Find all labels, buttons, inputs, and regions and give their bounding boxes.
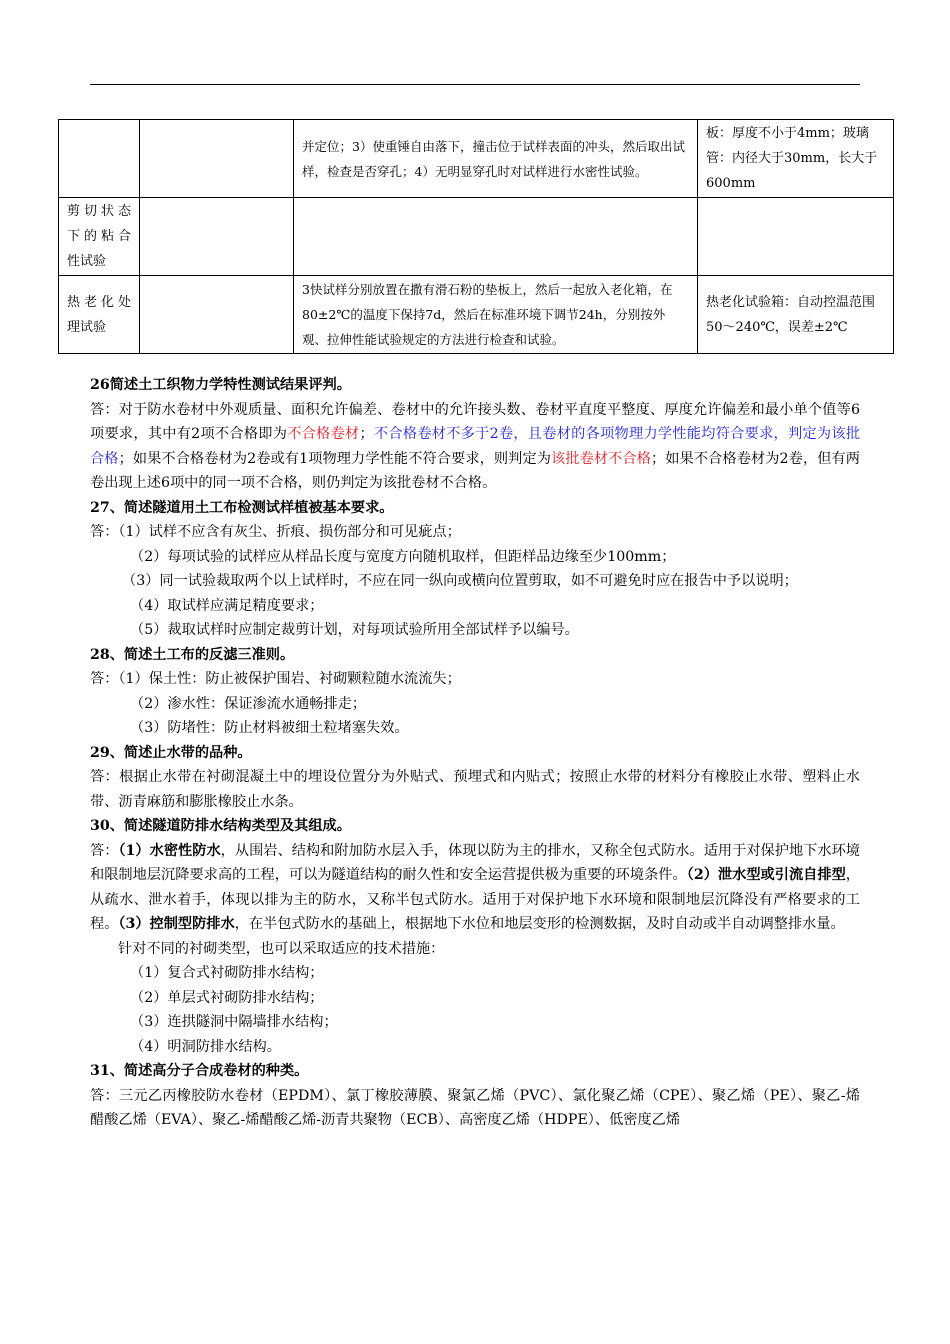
highlight-red: 该批卷材不合格 — [551, 450, 651, 467]
bold-term: （1）水密性防水 — [118, 842, 221, 859]
test-name-cell: 剪切状态下的粘合性试验 — [59, 198, 140, 276]
answer-text: ； — [359, 426, 374, 442]
answer-item: （4）明洞防排水结构。 — [130, 1038, 281, 1055]
bold-term: （2）泄水型或引流自排型 — [686, 867, 846, 883]
test-method-cell — [294, 198, 698, 276]
question-heading: 30、简述隧道防排水结构类型及其组成。 — [90, 818, 351, 834]
table-cell — [140, 198, 294, 276]
answer-item: （3）同一试验裁取两个以上试样时，不应在同一纵向或横向位置剪取，如不可避免时应在报告中予以说明； — [122, 573, 798, 589]
answer-text: ；如果不合格卷材为2卷或有1项物理力学性能不符合要求，则判定为 — [118, 450, 552, 467]
table-row — [59, 276, 894, 354]
table-row — [59, 120, 894, 198]
test-method-cell: 3快试样分别放置在撒有滑石粉的垫板上，然后一起放入老化箱，在80±2℃的温度下保持7d，然后在标准环境下调节24h，分别按外观、拉伸性能试验规定的方法进行检查和试验。 — [294, 276, 698, 354]
question-heading: 29、简述止水带的品种。 — [90, 744, 252, 761]
question-heading: 26简述土工织物力学特性测试结果评判。 — [90, 377, 351, 393]
test-method-cell: 并定位；3）使重锤自由落下，撞击位于试样表面的冲头，然后取出试样，检查是否穿孔；4）无明显穿孔时对试样进行水密性试验。 — [294, 120, 698, 198]
answer-item: 答：（1）试样不应含有灰尘、折痕、损伤部分和可见疵点； — [90, 524, 461, 540]
answer-item: （4）取试样应满足精度要求； — [130, 597, 324, 614]
equipment-cell — [698, 198, 894, 276]
table-cell — [140, 276, 294, 354]
answer-text: ，从疏水、泄水着手，体现以排为主的防水，又称半包式防水。适用于对保护地下水环境和限制地层沉降没有严格要求的工程。 — [90, 867, 860, 932]
answer-item: （2）单层式衬砌防排水结构； — [130, 989, 324, 1006]
question-heading: 28、简述土工布的反滤三准则。 — [90, 646, 295, 663]
equipment-cell: 热老化试验箱：自动控温范围50～240℃，误差±2℃ — [698, 276, 894, 354]
answer-item: （2）渗水性：保证渗流水通畅排走； — [130, 695, 367, 712]
highlight-red: 不合格卷材 — [287, 426, 360, 442]
answer-text: 答： — [90, 842, 119, 859]
answer-item: （3）连拱隧洞中隔墙排水结构； — [130, 1014, 338, 1030]
answer-paragraph: 针对不同的衬砌类型，也可以采取适应的技术措施： — [118, 940, 445, 957]
answer-item: （5）裁取试样时应制定裁剪计划，对每项试验所用全部试样予以编号。 — [130, 622, 579, 638]
test-name-cell — [59, 120, 140, 198]
bold-term: （3）控制型防排水 — [118, 916, 235, 932]
question-heading: 27、简述隧道用土工布检测试样植被基本要求。 — [90, 499, 394, 516]
answer-text: 答：对于防水卷材中外观质量、面积允许偏差、卷材中的允许接头数、卷材平直度平整度、厚度允许偏差和最小单个值等6项要求，其中有2项不合格即为 — [90, 401, 860, 442]
test-name-cell: 热老化处理试验 — [59, 276, 140, 354]
answer-item: （1）复合式衬砌防排水结构； — [130, 965, 324, 981]
table-row — [59, 198, 894, 276]
answer-text: ，从围岩、结构和附加防水层入手，体现以防为主的排水，又称全包式防水。适用于对保护地下水环境和限制地层沉降要求高的工程，可以为隧道结构的耐久性和安全运营提供极为重要的环境条件。 — [90, 842, 860, 883]
answer-text: ；如果不合格卷材为2卷，但有两卷出现上述6项中的同一项不合格，则仍判定为该批卷材不合格。 — [90, 450, 860, 491]
answer-paragraph: 答：三元乙丙橡胶防水卷材（EPDM）、氯丁橡胶薄膜、聚氯乙烯（PVC）、氯化聚乙烯（CPE）、聚乙烯（PE）、聚乙-烯醋酸乙烯（EVA）、聚乙-烯醋酸乙烯-沥青共聚物（ECB）、高密度乙烯（HDPE）、低密度乙烯 — [90, 1087, 860, 1128]
answer-item: （3）防堵性：防止材料被细土粒堵塞失效。 — [130, 720, 409, 736]
test-method-table — [58, 119, 894, 354]
answer-text: ，在半包式防水的基础上，根据地下水位和地层变形的检测数据，及时自动或半自动调整排水量。 — [234, 916, 845, 932]
answer-item: 答：（1）保土性：防止被保护围岩、衬砌颗粒随水流流失； — [90, 671, 461, 687]
answer-paragraph — [90, 398, 860, 496]
qa-content — [90, 373, 860, 1133]
answer-paragraph: 答：根据止水带在衬砌混凝土中的埋设位置分为外贴式、预埋式和内贴式；按照止水带的材料分有橡胶止水带、塑料止水带、沥青麻筋和膨胀橡胶止水条。 — [90, 769, 860, 810]
equipment-cell: 板：厚度不小于4mm；玻璃管：内径大于30mm，长大于600mm — [698, 120, 894, 198]
answer-paragraph — [90, 839, 860, 937]
table-cell — [140, 120, 294, 198]
header-rule — [90, 84, 860, 85]
highlight-blue: 不合格卷材不多于2卷，且卷材的各项物理力学性能均符合要求，判定为该批合格 — [90, 426, 861, 467]
question-heading: 31、简述高分子合成卷材的种类。 — [90, 1063, 309, 1079]
answer-item: （2）每项试验的试样应从样品长度与宽度方向随机取样，但距样品边缘至少100mm； — [130, 548, 676, 565]
